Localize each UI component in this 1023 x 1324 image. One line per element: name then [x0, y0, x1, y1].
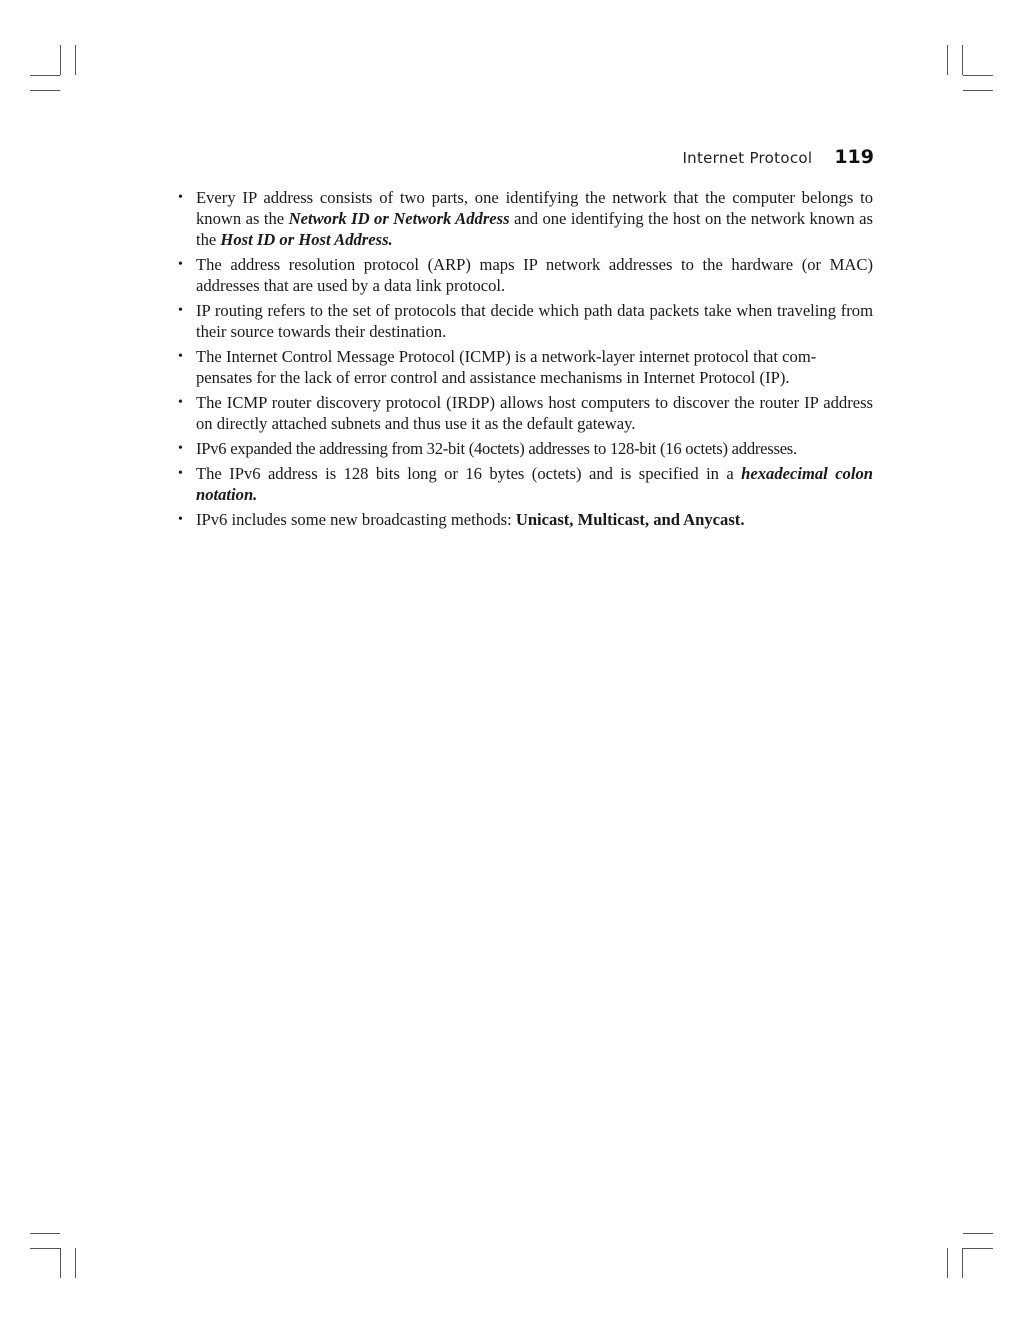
running-title: Internet Protocol: [682, 149, 813, 167]
crop-mark: [947, 1248, 948, 1278]
list-item: • The Internet Control Message Protocol (ICMP) is a network-layer internet protocol that com- pensates for the lack of error control and assistance mechanisms in Internet Protocol (IP).: [178, 347, 817, 387]
list-item: • IPv6 expanded the addressing from 32-bit (4octets) addresses to 128-bit (16 octets) addresses.: [178, 439, 797, 458]
bullet-icon: •: [178, 349, 183, 364]
bullet-icon: •: [178, 466, 183, 481]
crop-mark: [60, 1248, 61, 1278]
list-item: • The ICMP router discovery protocol (IRDP) allows host computers to discover the router IP address on directly attached subnets and thus use it as the default gateway.: [178, 393, 873, 433]
running-head: [196, 146, 874, 168]
crop-mark: [30, 1248, 60, 1249]
crop-mark: [962, 1248, 963, 1278]
bullet-icon: •: [178, 303, 183, 318]
emphasis-term: Host ID or Host Address.: [220, 230, 393, 249]
crop-mark: [75, 45, 76, 75]
bullet-icon: •: [178, 395, 183, 410]
emphasis-term: Unicast, Multicast, and Anycast.: [515, 510, 745, 529]
bullet-icon: •: [178, 257, 183, 272]
list-item: • The address resolution protocol (ARP) maps IP network addresses to the hardware (or MAC) addresses that are used by a data link protocol.: [178, 255, 873, 295]
list-item: • IPv6 includes some new broadcasting methods: Unicast, Multicast, and Anycast.: [178, 510, 745, 529]
emphasis-term: hexadecimal colon notation.: [196, 464, 873, 504]
crop-mark: [963, 1248, 993, 1249]
crop-mark: [60, 45, 61, 75]
emphasis-term: Network ID or Network Address: [288, 209, 510, 228]
crop-mark: [30, 75, 60, 76]
bullet-icon: •: [178, 441, 183, 456]
bullet-icon: •: [178, 190, 183, 205]
bullet-icon: •: [178, 512, 183, 527]
crop-mark: [30, 90, 60, 91]
page-number: 119: [834, 146, 874, 168]
crop-mark: [963, 90, 993, 91]
list-item: • The IPv6 address is 128 bits long or 16 bytes (octets) and is specified in a hexadecimal colon notation.: [178, 464, 873, 504]
crop-mark: [30, 1233, 60, 1234]
list-item: • Every IP address consists of two parts, one identifying the network that the computer belongs to known as the Network ID or Network Address and one identifying the host on the network known as the Host ID or Host Address.: [178, 188, 873, 249]
bullet-list: [176, 187, 873, 534]
crop-mark: [75, 1248, 76, 1278]
crop-mark: [962, 45, 963, 75]
crop-mark: [947, 45, 948, 75]
crop-mark: [963, 75, 993, 76]
crop-mark: [963, 1233, 993, 1234]
list-item: • IP routing refers to the set of protocols that decide which path data packets take when traveling from their source towards their destination.: [178, 301, 873, 341]
